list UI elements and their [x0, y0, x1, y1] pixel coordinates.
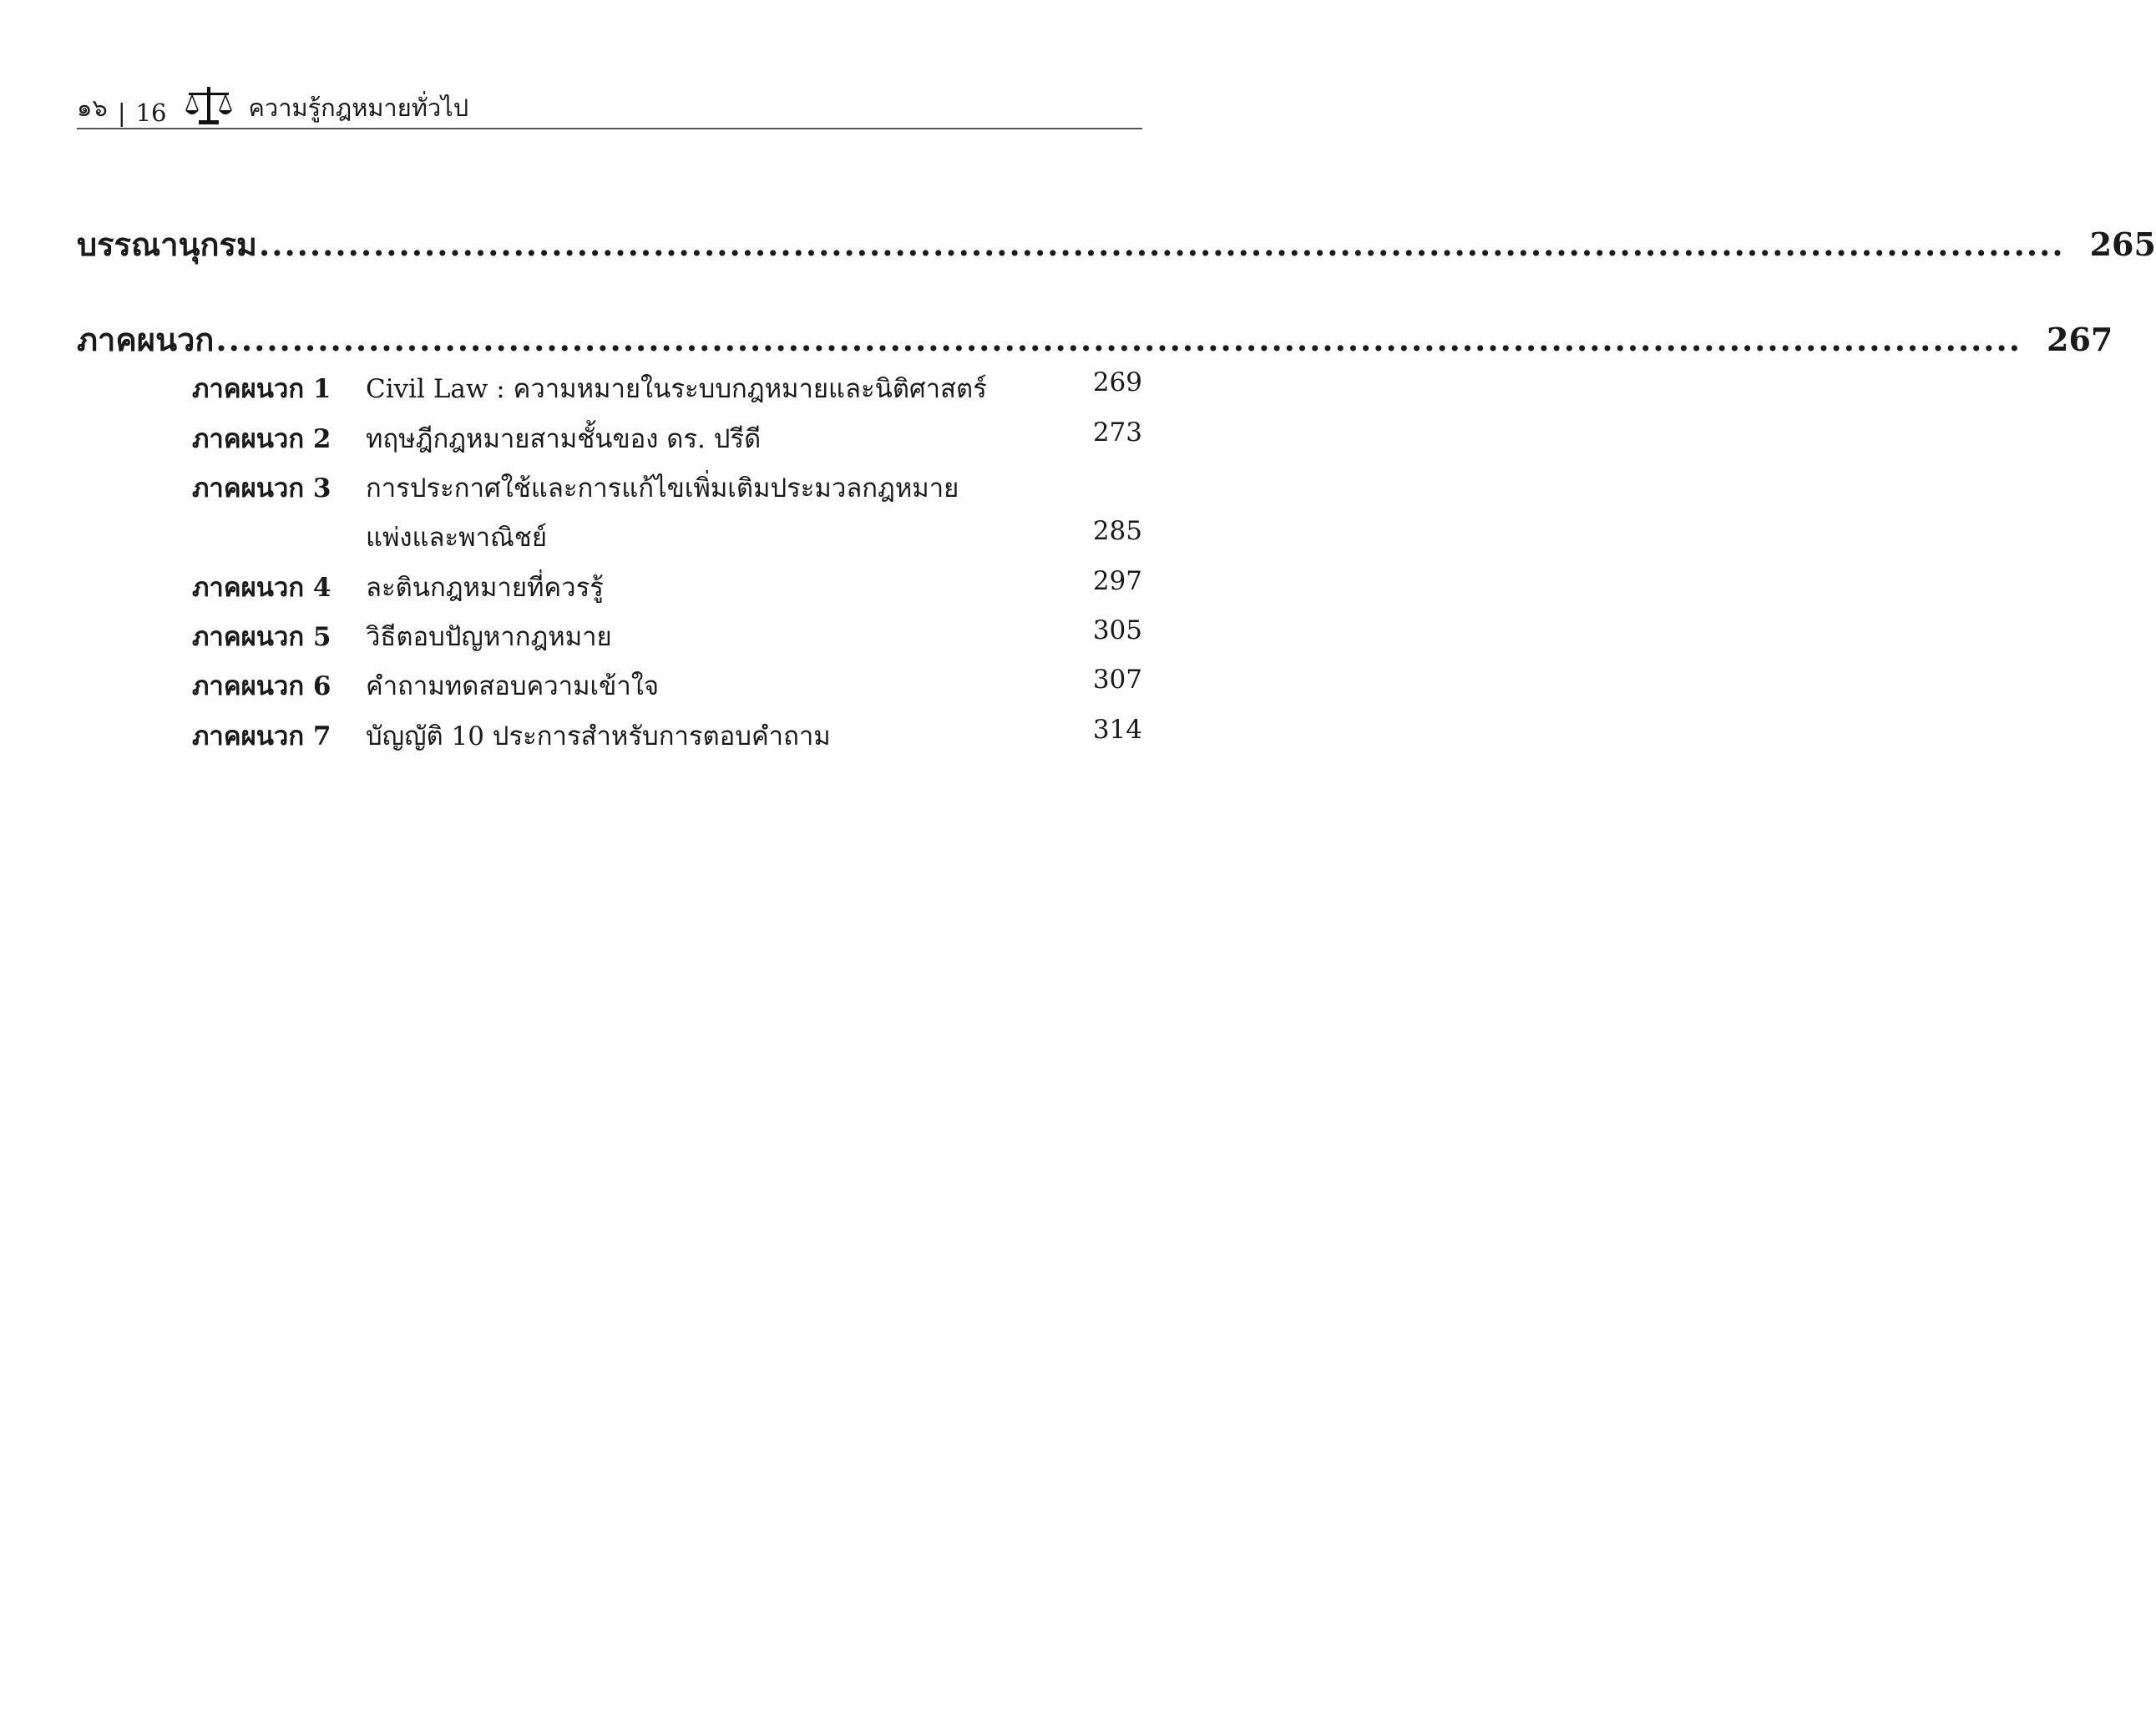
entry-title: การประกาศใช้และการแก้ไขเพิ่มเติมประมวลกฎหมาย	[366, 473, 959, 503]
page-number: 16	[135, 99, 167, 127]
toc-entry-appendix-2[interactable]	[192, 417, 1142, 467]
entry-label: ภาคผนวก 2	[192, 424, 331, 454]
toc-entry-bibliography[interactable]	[77, 219, 2156, 270]
dot-leader: ..............................................................................................................................................	[258, 225, 2065, 263]
entry-title: บัญญัติ 10 ประการสำหรับการตอบคำถาม	[366, 721, 831, 751]
header-separator: |	[117, 99, 126, 127]
book-title: ความรู้กฎหมายทั่วไป	[248, 94, 469, 122]
entry-title: ละตินกฎหมายที่ควรรู้	[366, 573, 604, 603]
entry-page: 307	[1092, 665, 1142, 695]
toc-entry-appendix-1[interactable]	[192, 367, 1142, 417]
entry-label: ภาคผนวก 3	[192, 473, 331, 503]
toc-entry-appendix-3[interactable]	[192, 467, 1142, 565]
entry-title: Civil Law : ความหมายในระบบกฎหมายและนิติศาสตร์	[366, 374, 987, 404]
entry-label: ภาคผนวก	[77, 321, 215, 358]
toc-entry-appendix-5[interactable]	[192, 615, 1142, 665]
entry-title: วิธีตอบปัญหากฎหมาย	[366, 622, 612, 652]
toc-entry-appendix[interactable]	[77, 314, 2113, 365]
toc-entry-appendix-4[interactable]	[192, 566, 1142, 615]
entry-page: 273	[1092, 417, 1142, 448]
entry-label: ภาคผนวก 5	[192, 622, 331, 652]
entry-page: 265	[2089, 225, 2156, 263]
entry-page: 297	[1092, 566, 1142, 596]
entry-page: 305	[1092, 615, 1142, 645]
entry-title: คำถามทดสอบความเข้าใจ	[366, 671, 660, 701]
toc-entry-appendix-6[interactable]	[192, 665, 1142, 714]
entry-label: บรรณานุกรม	[77, 225, 257, 263]
entry-page: 314	[1092, 715, 1142, 745]
entry-page: 285	[1092, 516, 1142, 546]
entry-label: ภาคผนวก 4	[192, 573, 331, 603]
entry-page: 267	[2047, 321, 2113, 358]
running-header	[77, 83, 1142, 127]
entry-title-continued: แพ่งและพาณิชย์	[366, 523, 547, 553]
entry-title: ทฤษฎีกฎหมายสามชั้นของ ดร. ปรีดี	[366, 424, 762, 454]
entry-label: ภาคผนวก 1	[192, 374, 331, 404]
entry-label: ภาคผนวก 7	[192, 721, 331, 751]
entry-page: 269	[1092, 367, 1142, 397]
page-number-thai: ๑๖	[77, 94, 108, 122]
dot-leader: ..............................................................................................................................................	[215, 321, 2022, 358]
header-rule	[77, 128, 1142, 129]
scales-of-justice-icon	[184, 85, 234, 127]
entry-label: ภาคผนวก 6	[192, 671, 331, 701]
toc-entry-appendix-7[interactable]	[192, 715, 1142, 764]
